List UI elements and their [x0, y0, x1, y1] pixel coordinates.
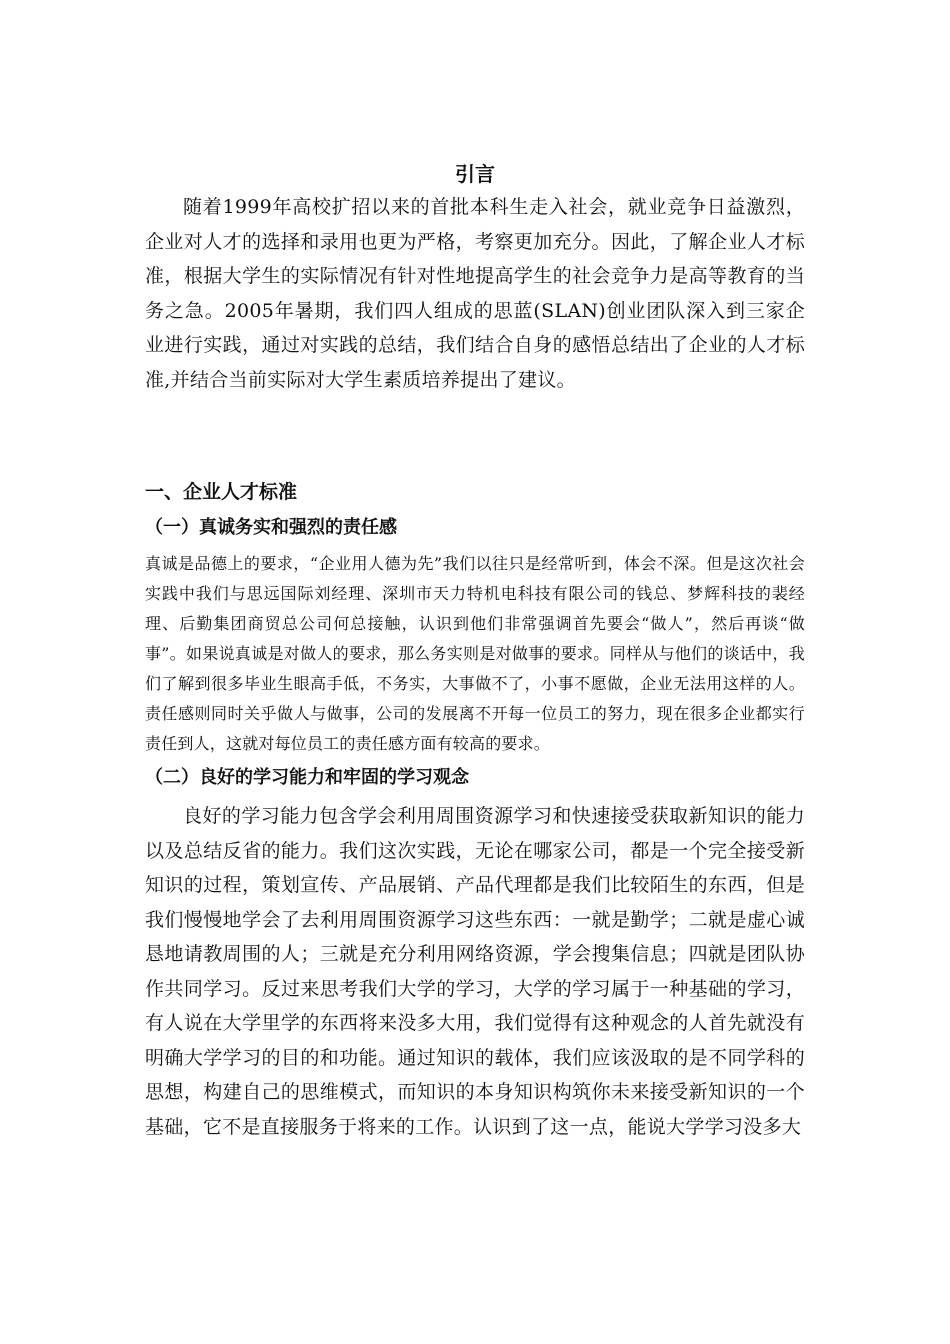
subsection-paragraph-learning: 良好的学习能力包含学会利用周围资源学习和快速接受获取新知识的能力以及总结反省的能力。我们这次实践，无论在哪家公司，都是一个完全接受新知识的过程，策划宣传、产品展销、产品代理都是我们比较陌生的东西，但是我们慢慢地学会了去利用周围资源学习这些东西：一就是勤学；二就是虚心诚恳地请教周围的人；三就是充分利用网络资源，学会搜集信息；四就是团队协作共同学习。反过来思考我们大学的学习，大学的学习属于一种基础的学习，有人说在大学里学的东西将来没多大用，我们觉得有这种观念的人首先就没有明确大学学习的目的和功能。通过知识的载体，我们应该汲取的是不同学科的思想，构建自己的思维模式，而知识的本身知识构筑你未来接受新知识的一个基础，它不是直接服务于将来的工作。认识到了这一点，能说大学学习没多大	[145, 805, 805, 1138]
subsection-paragraph-sincerity: 真诚是品德上的要求，“企业用人德为先”我们以往只是经常听到，体会不深。但是这次社会实践中我们与思远国际刘经理、深圳市天力特机电科技有限公司的钱总、梦辉科技的裴经理、后勤集团商贸总公司何总接触，认识到他们非常强调首先要会“做人”，然后再谈“做事”。如果说真诚是对做人的要求，那么务实则是对做事的要求。同样从与他们的谈话中，我们了解到很多毕业生眼高手低，不务实，大事做不了，小事不愿做，企业无法用这样的人。责任感则同时关乎做人与做事，公司的发展离不开每一位员工的努力，现在很多企业都实行责任到人，这就对每位员工的责任感方面有较高的要求。	[145, 554, 805, 753]
intro-paragraph: 随着1999年高校扩招以来的首批本科生走入社会，就业竞争日益激烈，企业对人才的选择和录用也更为严格，考察更加充分。因此，了解企业人才标准，根据大学生的实际情况有针对性地提高学生的社会竞争力是高等教育的当务之急。2005年暑期，我们四人组成的思蓝(SLAN)创业团队深入到三家企业进行实践，通过对实践的总结，我们结合自身的感悟总结出了企业的人才标准,并结合当前实际对大学生素质培养提出了建议。	[145, 196, 805, 391]
section-heading-talent-standards: 一、企业人才标准	[145, 481, 298, 503]
subsection-heading-sincerity: （一）真诚务实和强烈的责任感	[145, 517, 397, 538]
section-spacer	[145, 397, 805, 475]
subsection-heading-learning: （二）良好的学习能力和牢固的学习观念	[145, 767, 469, 788]
intro-title: 引言	[455, 162, 495, 186]
document-content	[145, 158, 805, 1144]
